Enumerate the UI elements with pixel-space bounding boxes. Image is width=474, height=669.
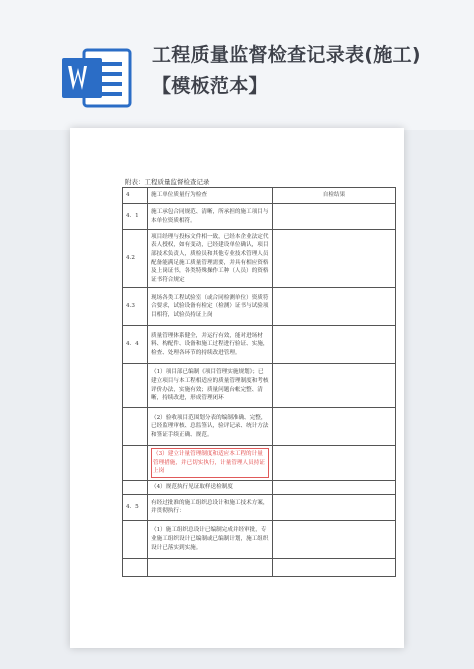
- row-number: [123, 520, 148, 558]
- row-result: [273, 480, 396, 494]
- row-number: 4．1: [123, 204, 148, 230]
- row-text: （4）规范执行见证取样送检制度: [148, 480, 273, 494]
- row-result: [273, 288, 396, 326]
- table-row: [123, 558, 396, 576]
- inspection-table: [122, 187, 396, 577]
- row-result: [273, 326, 396, 364]
- word-document-icon: [60, 44, 134, 112]
- table-row: [123, 230, 396, 288]
- row-text: 质量管理体系健全，并运行有效，能对进场材料、构配件、设备和施工过程进行验证、实施，检查、处理各环节的持续改进管理。: [148, 326, 273, 364]
- table-header-row: [123, 188, 396, 204]
- table-row: [123, 204, 396, 230]
- row-number: [123, 558, 148, 576]
- row-number: [123, 480, 148, 494]
- row-text-highlighted: [148, 446, 273, 481]
- row-result: [273, 446, 396, 481]
- row-result: [273, 408, 396, 446]
- row-text: （1）施工组织总设计已编制完成并经审批，专业施工组织设计已编制或已编制计划，施工组织设计已落实到实施。: [148, 520, 273, 558]
- row-number: 4.2: [123, 230, 148, 288]
- row-result: [273, 364, 396, 408]
- page-title: 工程质量监督检查记录表(施工)【模板范本】: [152, 44, 421, 97]
- table-row: [123, 480, 396, 494]
- row-text: （2）验收项目范围划分表的编制准确、完整，已经监理审核、总监签认，验评记录、统计方法和签证手续正确、规范。: [148, 408, 273, 446]
- row-result: [273, 494, 396, 520]
- row-result: [273, 558, 396, 576]
- header-item: 施工单位质量行为检查: [148, 188, 273, 204]
- row-result: [273, 520, 396, 558]
- table-row: [123, 288, 396, 326]
- row-text: [148, 558, 273, 576]
- row-text: 项目经理与投标文件相一致，已经本企业法定代表人授权，如有变动，已经建设单位确认，项目部技术负责人，质检员和其他专业技术管理人员配备能满足施工质量管理需要，并具有相应资格及上岗证书，各类特殊操作工种（人员）的资格证书符合规定: [148, 230, 273, 288]
- highlighted-text: （3）建立计量管理制度和适应本工程的计量管理措施，并已切实执行，计量管理人员持证上岗: [151, 448, 269, 478]
- header-result: 自检结果: [273, 188, 396, 204]
- row-number: [123, 364, 148, 408]
- row-text: 现场各类工程试验室（或合同检测单位）资质符合要求，试验设备有检定（检测）证书与试验项目相符，试验员持证上岗: [148, 288, 273, 326]
- row-text: 施工承包合同规范、清晰，所承担的施工项目与本单位资质相符。: [148, 204, 273, 230]
- table-row-highlighted: [123, 446, 396, 481]
- row-number: 4．5: [123, 494, 148, 520]
- table-row: [123, 364, 396, 408]
- row-result: [273, 204, 396, 230]
- table-row: [123, 494, 396, 520]
- header-number: 4: [123, 188, 148, 204]
- row-result: [273, 230, 396, 288]
- row-text: 有经过批准的施工组织总设计和施工技术方案，并贯彻执行：: [148, 494, 273, 520]
- row-number: 4．4: [123, 326, 148, 364]
- table-row: [123, 326, 396, 364]
- row-number: 4.3: [123, 288, 148, 326]
- table-row: [123, 520, 396, 558]
- table-caption: 附表：工程质量监督检查记录: [125, 178, 210, 186]
- row-number: [123, 408, 148, 446]
- table-row: [123, 408, 396, 446]
- row-text: （1）项目部已编制《项目管理实施规划》；已建立项目与本工程相适应的质量管理制度和考核评价办法，实施有效；质量问题台帐完整、清晰，持续改进，形成管理闭环: [148, 364, 273, 408]
- row-number: [123, 446, 148, 481]
